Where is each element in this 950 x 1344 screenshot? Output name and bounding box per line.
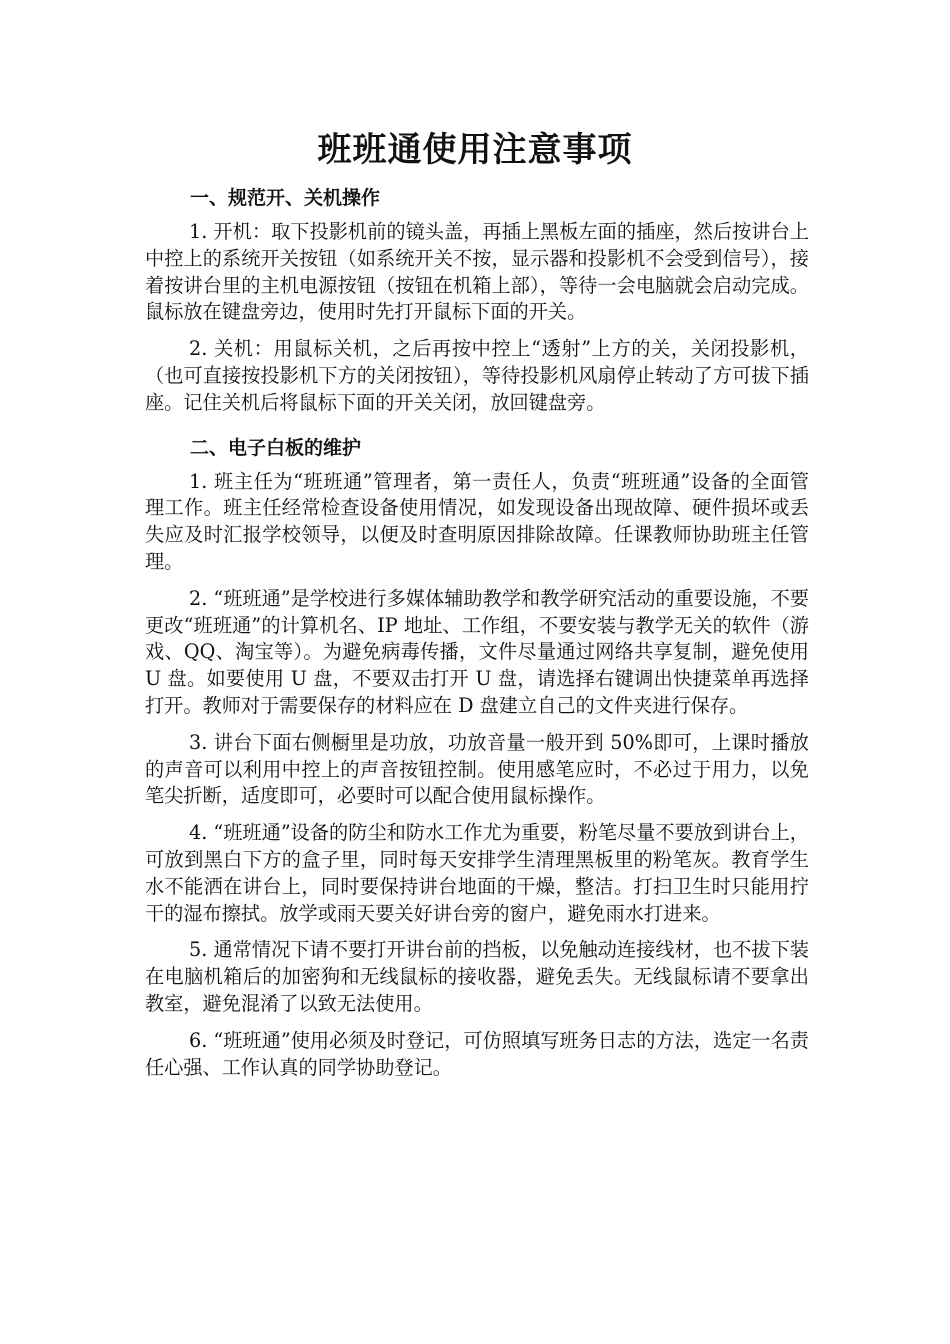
document-body [145,183,809,1091]
paragraph: 4. “班班通”设备的防尘和防水工作尤为重要，粉笔尽量不要放到讲台上，可放到黑白下方的盒子里，同时每天安排学生清理黑板里的粉笔灰。教育学生水不能洒在讲台上，同时要保持讲台地面的干燥，整洁。打扫卫生时只能用拧干的湿布擦拭。放学或雨天要关好讲台旁的窗户，避免雨水打进来。 [145,821,809,925]
document-title: 班班通使用注意事项 [317,130,633,170]
paragraph: 1. 班主任为“班班通”管理者，第一责任人，负责“班班通”设备的全面管理工作。班主任经常检查设备使用情况，如发现设备出现故障、硬件损坏或丢失应及时汇报学校领导，以便及时查明原因排除故障。任课教师协助班主任管理。 [145,469,809,573]
paragraph: 2. “班班通”是学校进行多媒体辅助教学和教学研究活动的重要设施，不要更改“班班通”的计算机名、IP 地址、工作组，不要安装与教学无关的软件（游戏、QQ、淘宝等）。为避免病毒传播，文件尽量通过网络共享复制，避免使用 U 盘。如要使用 U 盘，不要双击打开 U 盘，请选择右键调出快捷菜单再选择打开。教师对于需要保存的材料应在 D 盘建立自己的文件夹进行保存。 [145,586,809,717]
paragraph: 6. “班班通”使用必须及时登记，可仿照填写班务日志的方法，选定一名责任心强、工作认真的同学协助登记。 [145,1028,809,1079]
section-heading: 二、电子白板的维护 [190,436,362,459]
paragraph: 5. 通常情况下请不要打开讲台前的挡板，以免触动连接线材，也不拔下装在电脑机箱后的加密狗和无线鼠标的接收器，避免丢失。无线鼠标请不要拿出教室，避免混淆了以致无法使用。 [145,938,809,1015]
section-startup-shutdown [145,183,809,417]
paragraph: 2. 关机：用鼠标关机，之后再按中控上“透射”上方的关，关闭投影机，（也可直接按投影机下方的关闭按钮），等待投影机风扇停止转动了方可拔下插座。记住关机后将鼠标下面的开关关闭，放回键盘旁。 [145,337,809,414]
paragraph: 1. 开机：取下投影机前的镜头盖，再插上黑板左面的插座，然后按讲台上中控上的系统开关按钮（如系统开关不按，显示器和投影机不会受到信号），接着按讲台里的主机电源按钮（按钮在机箱上部），等待一会电脑就会启动完成。鼠标放在键盘旁边，使用时先打开鼠标下面的开关。 [145,220,809,324]
section-heading: 一、规范开、关机操作 [190,187,381,209]
section-whiteboard-maintenance [145,433,809,1082]
paragraph: 3. 讲台下面右侧橱里是功放，功放音量一般开到 50%即可，上课时播放的声音可以利用中控上的声音按钮控制。使用感笔应时，不必过于用力，以免笔尖折断，适度即可，必要时可以配合使用鼠标操作。 [145,730,809,808]
